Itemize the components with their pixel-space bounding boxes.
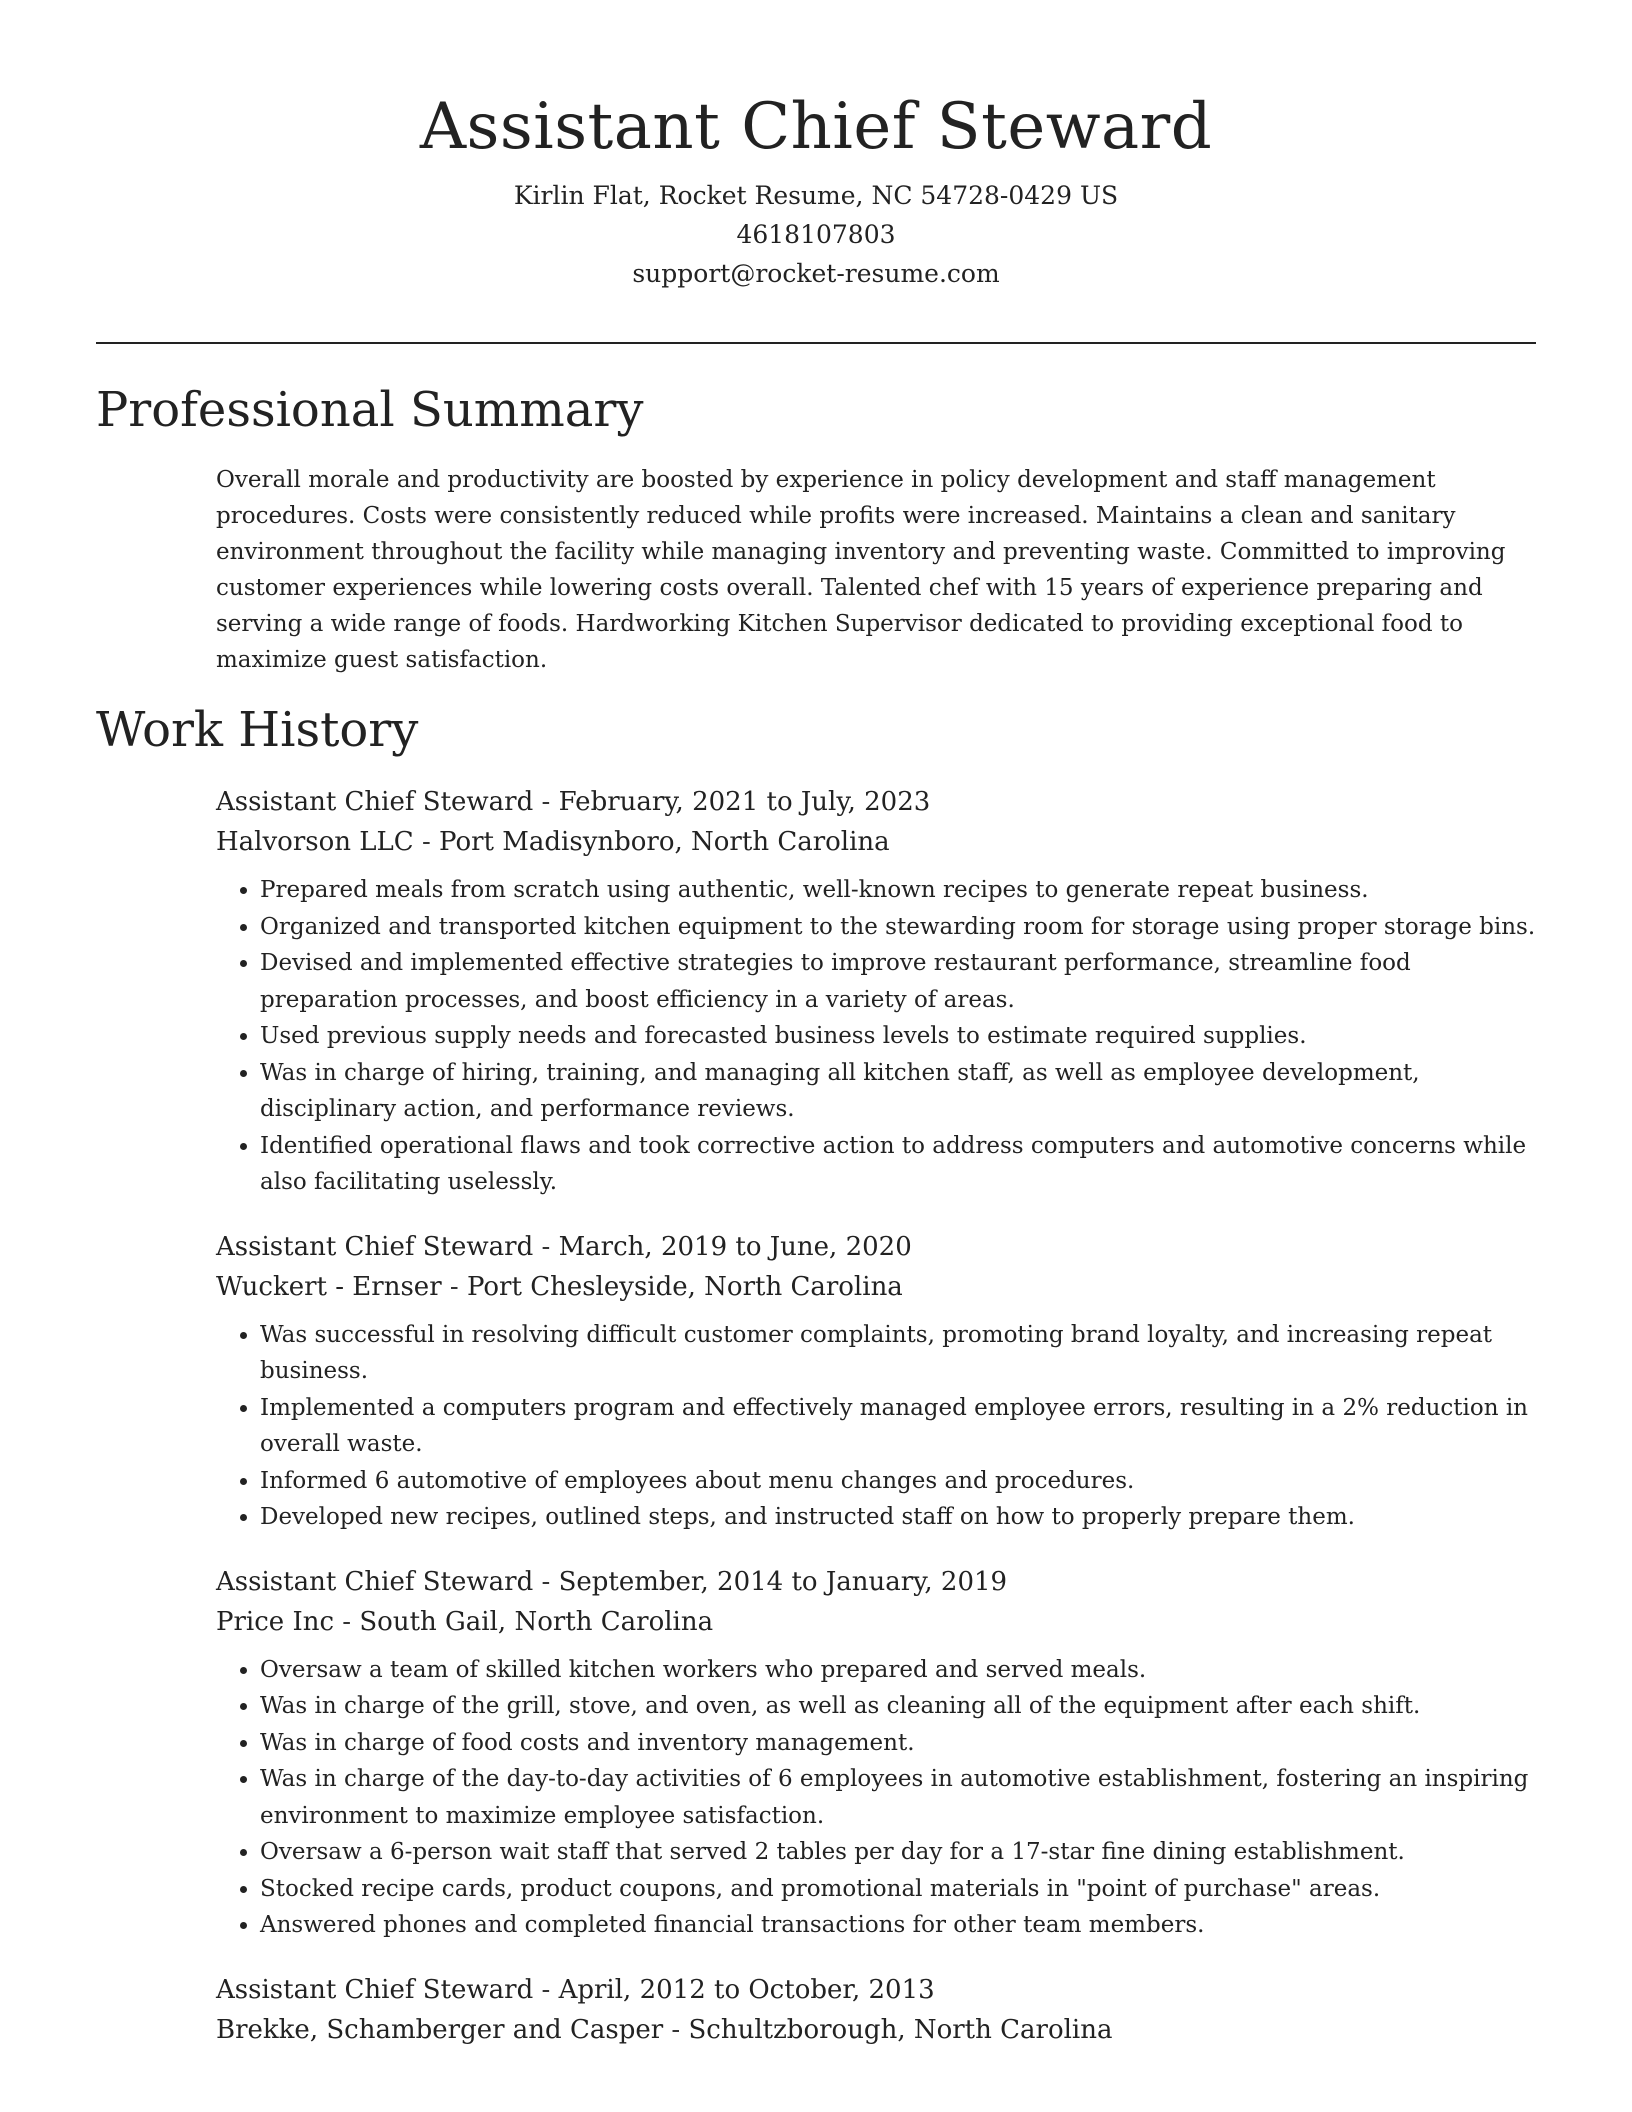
job-separator: - xyxy=(533,1566,559,1597)
job-entry xyxy=(216,782,1536,1201)
contact-address: Kirlin Flat, Rocket Resume, NC 54728-0429 US xyxy=(513,181,1119,210)
job-role: Assistant Chief Steward xyxy=(216,1974,534,2005)
job-bullet-item: • Oversaw a 6-person wait staff that served 2 tables per day for a 17-star fine dining establishment. xyxy=(260,1834,1536,1871)
job-bullet-item: • Oversaw a team of skilled kitchen workers who prepared and served meals. xyxy=(260,1652,1536,1689)
job-location: Port Madisynboro, North Carolina xyxy=(439,827,890,857)
job-bullet-item: • Developed new recipes, outlined steps, and instructed staff on how to properly prepare them. xyxy=(260,1499,1536,1536)
resume-header xyxy=(96,84,1536,293)
job-role: Assistant Chief Steward xyxy=(216,1566,534,1597)
job-separator: - xyxy=(533,1231,559,1262)
contact-email: support@rocket-resume.com xyxy=(632,259,1000,288)
job-location: South Gail, North Carolina xyxy=(359,1606,714,1637)
job-dates: March, 2019 to June, 2020 xyxy=(558,1231,912,1262)
job-company: Price Inc xyxy=(216,1606,335,1637)
job-bullet-item: • Was in charge of hiring, training, and managing all kitchen staff, as well as employee development, disciplinary action, and performance reviews. xyxy=(260,1055,1536,1128)
candidate-name: Assistant Chief Steward xyxy=(419,90,1213,164)
job-bullet-item: • Prepared meals from scratch using authentic, well-known recipes to generate repeat business. xyxy=(260,872,1536,909)
job-bullet-list xyxy=(216,1317,1536,1536)
job-bullet-item: • Used previous supply needs and forecasted business levels to estimate required supplies. xyxy=(260,1018,1536,1055)
job-location: Port Chesleyside, North Carolina xyxy=(466,1271,903,1302)
job-separator: - xyxy=(663,2014,689,2045)
contact-phone: 4618107803 xyxy=(736,220,896,249)
section-title-work-history: Work History xyxy=(96,702,419,758)
job-bullet-list xyxy=(216,872,1536,1201)
job-bullet-item: • Informed 6 automotive of employees about menu changes and procedures. xyxy=(260,1463,1536,1500)
job-company-line xyxy=(216,1267,1536,1307)
job-company: Halvorson LLC xyxy=(216,827,414,857)
job-title-line xyxy=(216,1562,1536,1602)
job-company-line xyxy=(216,822,1536,862)
job-company-line xyxy=(216,2010,1536,2050)
job-bullet-item: • Organized and transported kitchen equipment to the stewarding room for storage using proper storage bins. xyxy=(260,909,1536,946)
job-title-line xyxy=(216,782,1536,822)
job-bullet-item: • Was in charge of the day-to-day activities of 6 employees in automotive establishment, fostering an inspiring environment to maximize employee satisfaction. xyxy=(260,1761,1536,1834)
job-separator: - xyxy=(441,1271,467,1302)
job-separator: - xyxy=(413,827,440,857)
job-separator: - xyxy=(533,1974,559,2005)
job-bullet-item: • Was successful in resolving difficult customer complaints, promoting brand loyalty, and increasing repeat business. xyxy=(260,1317,1536,1390)
job-bullet-item: • Implemented a computers program and effectively managed employee errors, resulting in a 2% reduction in overall waste. xyxy=(260,1390,1536,1463)
job-dates: September, 2014 to January, 2019 xyxy=(558,1566,1008,1597)
job-bullet-item: • Was in charge of food costs and inventory management. xyxy=(260,1725,1536,1762)
work-history-list xyxy=(216,782,1536,2076)
job-bullet-item: • Devised and implemented effective strategies to improve restaurant performance, streamline food preparation processes, and boost efficiency in a variety of areas. xyxy=(260,945,1536,1018)
job-bullet-item: • Identified operational flaws and took corrective action to address computers and automotive concerns while also facilitating uselessly. xyxy=(260,1128,1536,1201)
summary-text: Overall morale and productivity are boosted by experience in policy development and staff management procedures. Costs were consistently reduced while profits were increased. Maintains a clean and sanitary environment throughout the facility while managing inventory and preventing waste. Committed to improving customer experiences while lowering costs overall. Talented chef with 15 years of experience preparing and serving a wide range of foods. Hardworking Kitchen Supervisor dedicated to providing exceptional food to maximize guest satisfaction. xyxy=(216,467,1506,673)
job-bullet-item: • Stocked recipe cards, product coupons, and promotional materials in "point of purchase" areas. xyxy=(260,1871,1536,1908)
job-separator: - xyxy=(533,787,559,817)
job-title-line xyxy=(216,1970,1536,2010)
job-location: Schultzborough, North Carolina xyxy=(688,2014,1113,2045)
job-role: Assistant Chief Steward xyxy=(216,1231,534,1262)
job-dates: February, 2021 to July, 2023 xyxy=(558,787,931,817)
job-dates: April, 2012 to October, 2013 xyxy=(558,1974,935,2005)
job-role: Assistant Chief Steward xyxy=(216,787,534,817)
contact-block xyxy=(96,176,1536,293)
job-title-line xyxy=(216,1227,1536,1267)
job-company: Wuckert - Ernser xyxy=(216,1271,442,1302)
job-entry xyxy=(216,1562,1536,1944)
section-title-professional-summary: Professional Summary xyxy=(96,382,644,438)
job-bullet-list xyxy=(216,1652,1536,1944)
job-separator: - xyxy=(334,1606,360,1637)
job-bullet-item: • Answered phones and completed financial transactions for other team members. xyxy=(260,1907,1536,1944)
job-entry xyxy=(216,1970,1536,2050)
job-company-line xyxy=(216,1602,1536,1642)
job-entry xyxy=(216,1227,1536,1536)
job-bullet-item: • Was in charge of the grill, stove, and oven, as well as cleaning all of the equipment after each shift. xyxy=(260,1688,1536,1725)
job-company: Brekke, Schamberger and Casper xyxy=(216,2014,664,2045)
header-divider xyxy=(96,342,1536,344)
